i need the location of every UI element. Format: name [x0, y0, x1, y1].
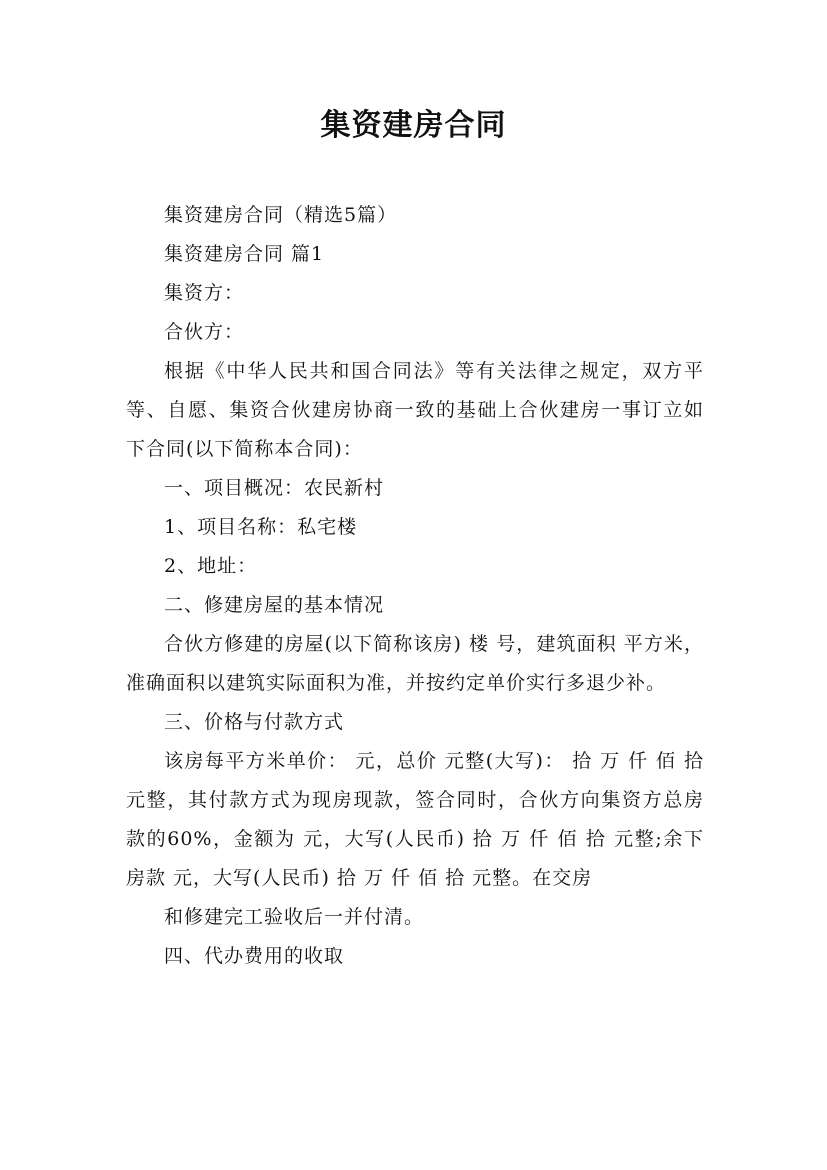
paragraph-basic-info: 合伙方修建的房屋(以下简称该房) 楼 号，建筑面积 平方米，准确面积以建筑实际面积为准，并按约定单价实行多退少补。 — [126, 633, 704, 694]
paragraph-price-heading: 三、价格与付款方式 — [164, 711, 345, 733]
document-body — [126, 196, 712, 976]
paragraph-section-heading: 集资建房合同 篇1 — [164, 243, 325, 265]
paragraph-basic-info-heading: 二、修建房屋的基本情况 — [164, 594, 385, 616]
paragraph-project-name: 1、项目名称：私宅楼 — [164, 516, 358, 538]
paragraph-fees-heading: 四、代办费用的收取 — [164, 945, 345, 967]
document-title: 集资建房合同 — [320, 108, 507, 143]
paragraph-price-terms: 该房每平方米单价： 元，总价 元整(大写)： 拾 万 仟 佰 拾 元整，其付款方式为现房现款，签合同时，合伙方向集资方总房款的60%，金额为 元，大写(人民币) 拾 万 仟 佰 拾 元整;余下房款 元，大写(人民币) 拾 万 仟 佰 拾 元整。在交房 — [126, 750, 712, 889]
paragraph-payment-completion: 和修建完工验收后一并付清。 — [164, 906, 425, 928]
paragraph-party-b: 合伙方： — [164, 321, 245, 343]
paragraph-party-a: 集资方： — [164, 282, 245, 304]
paragraph-subtitle: 集资建房合同（精选5篇） — [164, 204, 398, 226]
paragraph-preamble: 根据《中华人民共和国合同法》等有关法律之规定，双方平等、自愿、集资合伙建房协商一致的基础上合伙建房一事订立如下合同(以下简称本合同)： — [126, 360, 704, 460]
paragraph-address: 2、地址： — [164, 555, 258, 577]
paragraph-project-overview: 一、项目概况：农民新村 — [164, 477, 385, 499]
